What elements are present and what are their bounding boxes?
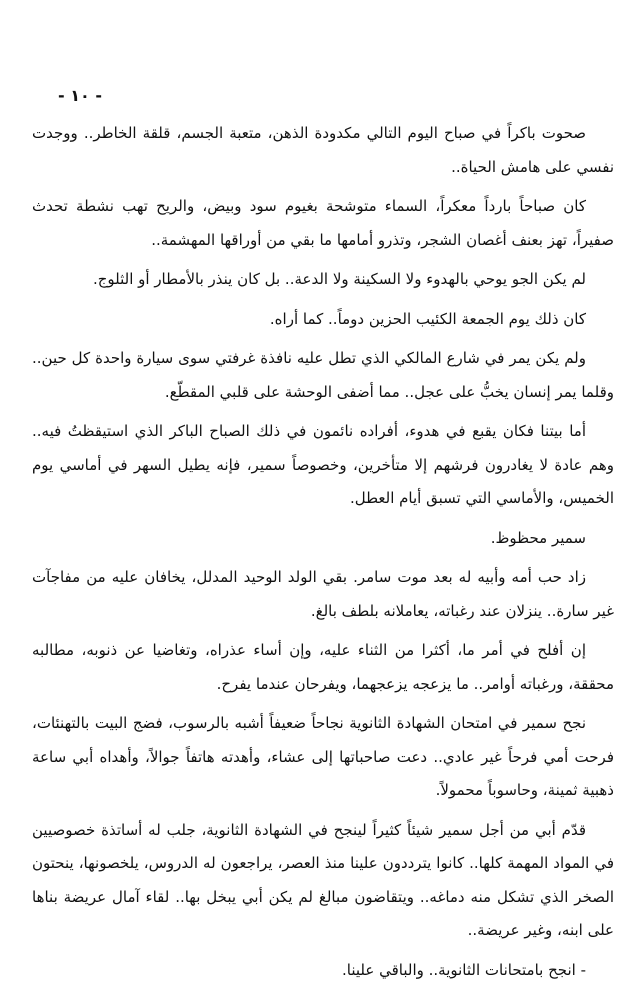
- paragraph: ولم يكن يمر في شارع المالكي الذي تطل عليه نافذة غرفتي سوى سيارة واحدة كل حين.. وقلما يمر إنسان يخبُّ على عجل.. مما أضفى الوحشة على قلبي المقطّع.: [32, 349, 614, 401]
- paragraph: زاد حب أمه وأبيه له بعد موت سامر. بقي الولد الوحيد المدلل، يخافان عليه من مفاجآت غير سارة.. ينزلان عند رغباته، يعاملانه بلطف بالغ.: [32, 568, 614, 620]
- page-number: - ١٠ -: [58, 86, 102, 105]
- paragraph: لم يكن الجو يوحي بالهدوء ولا السكينة ولا الدعة.. بل كان ينذر بالأمطار أو الثلوج.: [92, 270, 586, 288]
- paragraph: أما بيتنا فكان يقبع في هدوء، أفراده نائمون في ذلك الصباح الباكر الذي استيقظتُ فيه.. وهم عادة لا يغادرون فرشهم إلا متأخرين، وخصوصاً سمير، فإنه يطيل السهر في أماسي يوم الخميس، والأماسي التي تسبق أيام العطل.: [32, 422, 614, 507]
- paragraph: إن أفلح في أمر ما، أكثرا من الثناء عليه، وإن أساء عذراه، وتغاضيا عن ذنوبه، مطالبه محققة، ورغباته أوامر.. ما يزعجه يزعجهما، ويفرحان عندما يفرح.: [32, 641, 614, 693]
- dialogue-line: - انجح بامتحانات الثانوية.. والباقي علينا.: [342, 960, 586, 979]
- body-text: [32, 117, 614, 993]
- paragraph: سمير محظوظ.: [490, 528, 586, 547]
- paragraph: قدّم أبي من أجل سمير شيئاً كثيراً لينجح في الشهادة الثانوية، جلب له أساتذة خصوصيين في المواد المهمة كلها.. كانوا يترددون علينا منذ العصر، يراجعون له الدروس، يلخصونها، ينحتون الصخر الذي تشكل منه دماغه.. ويتقاضون مبالغ لم يكن أبي يبخل بها.. لقاء آمال عريضة بناها على ابنه، وغير عريضة..: [32, 820, 614, 939]
- paragraph: كان ذلك يوم الجمعة الكئيب الحزين دوماً.. كما أراه.: [269, 309, 586, 328]
- paragraph: صحوت باكراً في صباح اليوم التالي مكدودة الذهن، متعبة الجسم، قلقة الخاطر.. ووجدت نفسي على هامش الحياة..: [32, 124, 614, 176]
- paragraph: كان صباحاً بارداً معكراً، السماء متوشحة بغيوم سود وبيض، والريح تهب نشطة تحدث صفيراً، تهز بعنف أغصان الشجر، وتذرو أمامها ما بقي من أوراقها المهشمة..: [32, 197, 614, 249]
- paragraph: نجح سمير في امتحان الشهادة الثانوية نجاحاً ضعيفاً أشبه بالرسوب، فضج البيت بالتهنئات، فرحت أمي فرحاً غير عادي.. دعت صاحباتها إلى عشاء، وأهدته هاتفاً جوالاً، وأهداه أبي ساعة ذهبية ثمينة، وحاسوباً محمولاً.: [32, 714, 614, 799]
